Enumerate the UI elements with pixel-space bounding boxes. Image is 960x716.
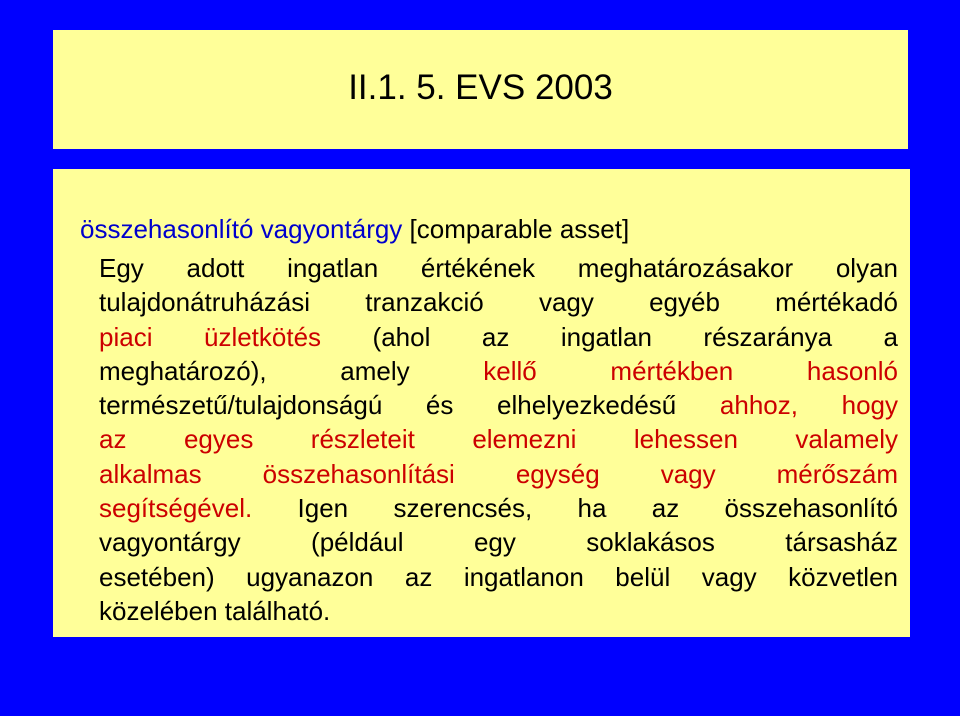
definition-segment: segítségével. — [99, 493, 253, 524]
definition-line — [99, 251, 898, 285]
definition-segment: ahhoz, hogy — [719, 390, 898, 421]
definition-line — [99, 354, 898, 388]
definition-segment: esetében) ugyanazon az ingatlanon belül vagy közvetlen — [99, 561, 898, 592]
definition-line — [99, 491, 898, 525]
definition-segment: kellő mértékben hasonló — [483, 355, 898, 386]
definition-text — [99, 251, 898, 628]
definition-segment: (ahol az ingatlan részaránya a — [321, 321, 898, 352]
definition-segment: természetű/tulajdonságú és elhelyezkedésű — [99, 390, 720, 421]
slide-title: II.1. 5. EVS 2003 — [348, 68, 613, 107]
title-box — [53, 30, 908, 149]
definition-segment: vagyontárgy (például egy soklakásos társasház — [99, 527, 898, 558]
definition-segment: tulajdonátruházási tranzakció vagy egyéb mértékadó — [99, 287, 898, 318]
definition-line — [99, 525, 898, 559]
definition-segment: Igen szerencsés, ha az összehasonlító — [252, 493, 898, 524]
definition-line — [99, 285, 898, 319]
definition-line — [99, 422, 898, 456]
term-english: [comparable asset] — [409, 214, 630, 244]
definition-line — [99, 594, 898, 628]
definition-line — [99, 320, 898, 354]
definition-segment: az egyes részleteit elemezni lehessen valamely — [99, 424, 898, 455]
term-hungarian: összehasonlító vagyontárgy — [80, 214, 403, 244]
content-box — [53, 169, 910, 637]
definition-segment: közelében található. — [99, 595, 331, 626]
definition-segment: meghatározó), amely — [99, 355, 484, 386]
definition-line — [99, 388, 898, 422]
definition-line — [99, 560, 898, 594]
definition-line — [99, 457, 898, 491]
definition-segment: Egy adott ingatlan értékének meghatározásakor olyan — [99, 253, 898, 283]
definition-segment: alkalmas összehasonlítási egység vagy mérőszám — [99, 458, 898, 489]
definition-segment: piaci üzletkötés — [99, 321, 322, 352]
term-heading — [80, 213, 629, 245]
